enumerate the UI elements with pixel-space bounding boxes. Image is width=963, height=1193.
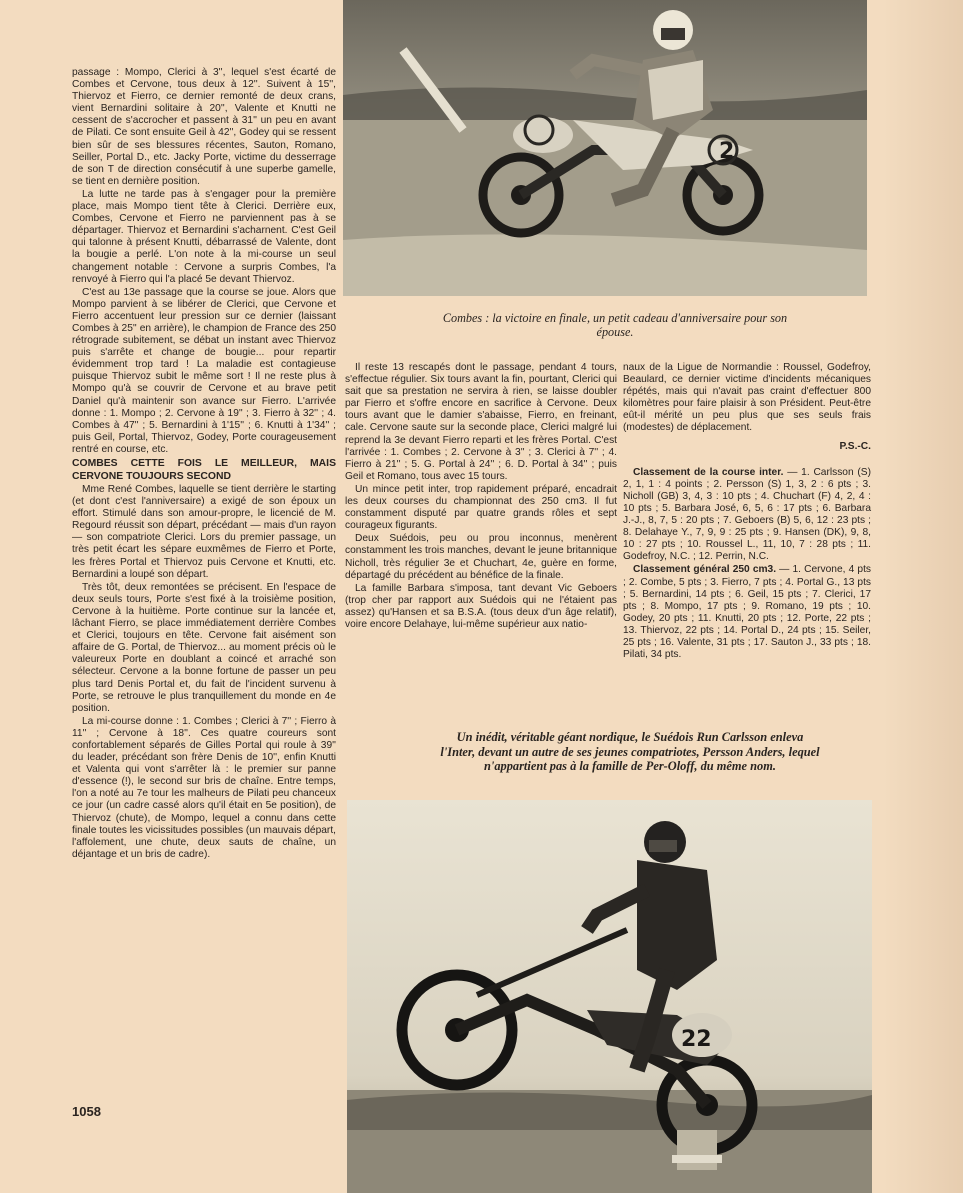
- photo-combes-race: [343, 0, 867, 296]
- photo-carlsson-illustration: [347, 800, 872, 1193]
- article-middle-column: [345, 362, 617, 631]
- paragraph: naux de la Ligue de Normandie : Roussel, Godefroy, Beaulard, ce dernier victime d'incidents mécaniques répétés, mais qui n'avait pas craint d'effectuer 800 kilomètres pour faire plaisir à son Président. Peut-être eût-il mérité un peu plus que ses seuls frais (modestes) de déplacement.: [623, 362, 871, 434]
- inter-standings-label: Classement de la course inter.: [633, 466, 784, 478]
- photo-combes-illustration: [343, 0, 867, 296]
- general-standings-label: Classement général 250 cm3.: [633, 564, 777, 576]
- section-heading: COMBES CETTE FOIS LE MEILLEUR, MAIS CERVONE TOUJOURS SECOND: [72, 458, 336, 482]
- article-right-column: [623, 362, 871, 661]
- bike-number-2: 2: [719, 139, 735, 164]
- paragraph: C'est au 13e passage que la course se joue. Alors que Mompo parvient à se libérer de Clerici, que Cervone et Fierro accentuent leur pression sur ce dernier (laissant Combes à 25'' en arrière), le champion de France des 250 rétrograde subitement, se débat un instant avec Thiervoz puis s'arrête et change de bougie... pour repartir évidemment trop tard ! La maladie est contagieuse puisque Thiervoz subit le même sort ! Il ne reste plus à Mompo qu'à se couvrir de Cervone et au brave petit Daniel qu'à maintenir son avance sur Fierro. L'arrivée donne : 1. Mompo ; 2. Cervone à 19'' ; 3. Fierro à 32'' ; 4. Combes à 47'' ; 5. Bernardini à 1'15'' ; 6. Knutti à 1'34'' ; puis Geil, Portal, Thiervoz, Godey, Porte courageusement rentré en course, etc.: [72, 286, 336, 455]
- paragraph: La mi-course donne : 1. Combes ; Clerici à 7'' ; Fierro à 11'' ; Cervone à 18''. Ces quatre coureurs sont confortablement séparés de Gilles Portal qui roule à 39'' du leader, précédant son frère Denis de 10'', enfin Knutti et Valenta qui vont s'arrêter là : le premier sur panne d'essence (!), le second sur bris de chaîne. Entre temps, l'on a noté au 7e tour les malheurs de Pilati peu chanceux ce jour (un cadre cassé alors qu'il était en 5e position), de Thiervoz (chute), de Mompo, lequel a connu dans cette finale toutes les vicissitudes possibles (un mauvais départ, l'affolement, une chute, deux sauts de chaîne, un déjantage et un bris de cadre).: [72, 715, 336, 860]
- article-left-column: [72, 67, 336, 861]
- general-standings-text: — 1. Cervone, 4 pts ; 2. Combe, 5 pts ; 3. Fierro, 7 pts ; 4. Portal G., 13 pts ; 5. Bernardini, 14 pts ; 6. Geil, 15 pts ; 7. Clerici, 17 pts ; 8. Mompo, 17 pts ; 9. Romano, 19 pts ; 10. Godey, 20 pts ; 11. Knutti, 20 pts ; 12. Porte, 22 pts ; 13. Thiervoz, 22 pts ; 14. Portal D., 24 pts ; 15. Seiler, 25 pts ; 16. Valente, 31 pts ; 17. Sauton J., 33 pts ; 18. Pilati, 34 pts.: [623, 564, 871, 661]
- paragraph: Un mince petit inter, trop rapidement préparé, encadrait les deux courses du championnat des 250 cm3. Il fut constamment disputé par quatre grands rôles et sept courageux figurants.: [345, 483, 617, 532]
- paragraph: Il reste 13 rescapés dont le passage, pendant 4 tours, s'effectue régulier. Six tours avant la fin, pourtant, Clerici qui sait que sa prestation ne servira à rien, se laisse doubler par Fierro et s'offre encore en sacrifice à Cervone. Deux tours avant que le damier s'abaisse, Fierro, en freinant, cale. Cervone saute sur la seconde place, Clerici malgré lui reprend la 3e devant Fierro reparti et les frères Portal. C'est l'arrivée : 1. Combes ; 2. Cervone à 3'' ; 3. Clerici à 7'' ; 4. Fierro à 21'' ; 5. G. Portal à 24'' ; 6. D. Portal à 34'' ; puis Geil et Romano, tous avec 15 tours.: [345, 362, 617, 482]
- paragraph: Deux Suédois, peu ou prou inconnus, menèrent constamment les trois manches, devant le jeune britannique Nicholl, très régulier 3e et Chuchart, 4e, guère en forme, départagé du précédent au bénéfice de la finale.: [345, 533, 617, 581]
- caption-bottom: Un inédit, véritable géant nordique, le Suédois Run Carlsson enleva l'Inter, devant un autre de ses jeunes compatriotes, Persson Anders, lequel n'appartient pas à la famille de Per-Oloff, du même nom.: [440, 730, 820, 773]
- inter-standings: [623, 467, 871, 564]
- photo-carlsson-jump: [347, 800, 872, 1193]
- paragraph: Très tôt, deux remontées se précisent. En l'espace de deux seuls tours, Porte s'est fixé à la troisième position, Cervone à la huitième. Porte continue sur la lancée et, lâchant Fierro, se place immédiatement derrière Combes et Clerici, toujours en tête. Cervone fait aisément son affaire de G. Portal, de Thiervoz... au moment précis où le valeureux Porte en doublant a coincé et arraché son sélecteur. Cervone a la bonne fortune de passer un peu plus tard Denis Portal et, du fait de l'incident survenu à Porte, se retrouve le plus tranquillement du monde en 4e position.: [72, 581, 336, 714]
- paragraph: Mme René Combes, laquelle se tient derrière le starting (et dont c'est l'anniversaire) a exigé de son époux un effort. Stimulé dans son amour-propre, le licencié de M. Regourd réussit son départ, précédant — mais d'un rayon — son compatriote Clerici. Lors du premier passage, un très petit écart les sépare euxmêmes de Fierro et Porte, les frères Portal et Thiervoz puis Cervone et Knutti, etc. Bernardini a loupé son départ.: [72, 484, 336, 580]
- page-number: 1058: [72, 1104, 101, 1119]
- paragraph: La famille Barbara s'imposa, tant devant Vic Geboers (trop cher par rapport aux Suédois qui ne l'étaient pas assez) qu'Hansen et sa B.S.A. (tous deux d'un âge relatif), voire encore Delahaye, lui-même supérieur aux natio-: [345, 582, 617, 630]
- bike-number-22: 22: [681, 1027, 712, 1052]
- general-standings: [623, 564, 871, 661]
- caption-top: Combes : la victoire en finale, un petit cadeau d'anniversaire pour son épouse.: [442, 311, 788, 339]
- inter-standings-text: — 1. Carlsson (S) 2, 1, 1 : 4 points ; 2. Persson (S) 1, 3, 2 : 6 pts ; 3. Nicholl (GB) 3, 4, 3 : 10 pts ; 4. Chuchart (F) 4, 2, 4 : 10 pts ; 5. Barbara José, 6, 5, 6 : 17 pts ; 6. Barbara J.-J., 8, 7, 5 : 20 pts ; 7. Geboers (B) 5, 6, 12 : 23 pts ; 8. Delahaye Y., 7, 9, 9 : 25 pts ; 9. Hansen (DK), 9, 8, 10 : 27 pts ; 10. Roussel L., 11, 10, 7 : 28 pts ; 11. Godefroy, N.C. ; 12. Perrin, N.C.: [623, 466, 871, 563]
- paragraph: passage : Mompo, Clerici à 3'', lequel s'est écarté de Combes et Cervone, tous deux à 12''. Suivent à 15'', Thiervoz et Fierro, ce dernier remonté de deux crans, vient Bernardini solitaire à 20'', Valente et Knutti ne cessent de s'accrocher et passent à 31'' un peu en avant de Pilati. Ce sont ensuite Geil à 42'', Godey qui se ressent bien sûr de ses blessures récentes, Sauton, Romano, Seiller, Portal D., etc. Jacky Porte, victime du desserrage de son T de direction consécutif à une superbe gamelle, se tient en dernière position.: [72, 67, 336, 187]
- paragraph: La lutte ne tarde pas à s'engager pour la première place, mais Mompo tient tête à Clerici. Derrière eux, Combes, Cervone et Fierro ne parviennent pas à se départager. Thiervoz et Bernardini s'acharnent. C'est Geil qui talonne à présent Knutti, débarrassé de Valente, dont la bougie a perlé. L'on note à la mi-course un seul changement notable : Cervone a surpris Combes, l'a renvoyé à Fierro qui l'a placé 5e devant Thiervoz.: [72, 188, 336, 285]
- author-signature: P.S.-C.: [839, 440, 871, 452]
- page-fold-shadow: [883, 0, 963, 1193]
